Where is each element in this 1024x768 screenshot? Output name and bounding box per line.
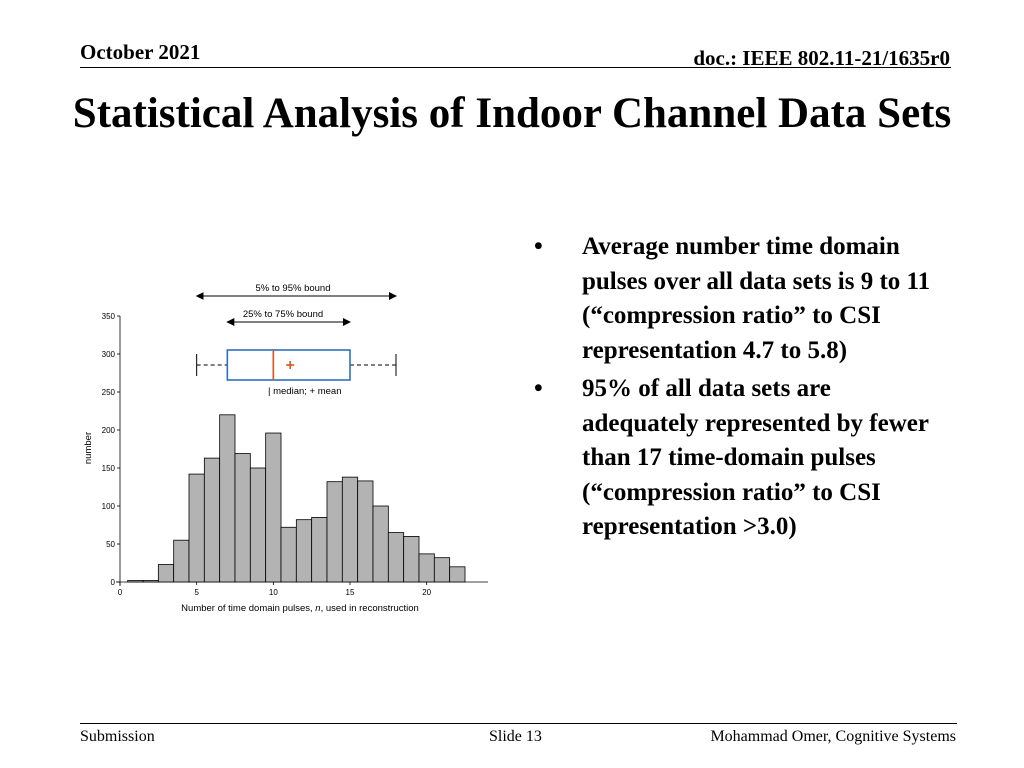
histogram-bar xyxy=(358,481,373,582)
x-tick-label: 10 xyxy=(268,588,278,597)
histogram-bar xyxy=(419,554,434,582)
y-axis-label: number xyxy=(83,431,94,465)
y-tick-label: 50 xyxy=(106,540,115,549)
boxplot-legend: | median; + mean xyxy=(268,386,342,397)
histogram-bar xyxy=(327,482,342,582)
bullet-item xyxy=(528,372,948,545)
bullet-list xyxy=(528,230,948,549)
histogram-bar xyxy=(128,580,143,582)
bound-25-75-label: 25% to 75% bound xyxy=(242,309,324,320)
header-date: October 2021 xyxy=(80,40,201,64)
y-tick-label: 150 xyxy=(101,464,115,473)
histogram-bar xyxy=(220,415,235,582)
x-tick-label: 15 xyxy=(345,588,355,597)
bullet-symbol: • xyxy=(534,375,543,402)
bullet-symbol: • xyxy=(534,233,543,260)
histogram-bar xyxy=(404,536,419,582)
histogram-bar xyxy=(281,527,296,582)
header-divider xyxy=(80,67,951,68)
y-tick-label: 100 xyxy=(101,502,115,511)
header-doc-id: doc.: IEEE 802.11-21/1635r0 xyxy=(693,46,950,70)
histogram-bar xyxy=(189,474,204,582)
x-tick-label: 20 xyxy=(422,588,432,597)
histogram-bar xyxy=(204,458,219,582)
y-tick-label: 250 xyxy=(101,388,115,397)
histogram-bar xyxy=(312,517,327,582)
footer-divider xyxy=(80,723,957,724)
bound-5-95-label: 5% to 95% bound xyxy=(255,283,331,294)
x-tick-label: 0 xyxy=(117,588,123,597)
histogram-bar xyxy=(450,567,465,582)
y-tick-label: 0 xyxy=(110,578,115,587)
histogram-bar xyxy=(174,540,189,582)
histogram-bar xyxy=(250,468,265,582)
bullet-item xyxy=(528,230,948,368)
bullet-text: 95% of all data sets are adequately represented by fewer than 17 time-domain pulses (“compression ratio” to CSI representation >3.0) xyxy=(582,375,929,540)
histogram-bar xyxy=(143,580,158,582)
histogram-bar xyxy=(296,520,311,582)
histogram-bar xyxy=(388,533,403,582)
histogram-chart xyxy=(80,278,500,623)
histogram-bar xyxy=(158,565,173,582)
bullet-text: Average number time domain pulses over all data sets is 9 to 11 (“compression ratio” to CSI representation 4.7 to 5.8) xyxy=(582,233,931,364)
histogram-bars xyxy=(128,415,465,582)
footer-submission: Submission xyxy=(80,728,155,745)
histogram-bar xyxy=(373,506,388,582)
footer-slide-number: Slide 13 xyxy=(489,728,542,745)
histogram-bar xyxy=(434,558,449,582)
y-tick-label: 350 xyxy=(101,312,115,321)
y-tick-label: 300 xyxy=(101,350,115,359)
histogram-bar xyxy=(266,433,281,582)
x-axis-label: Number of time domain pulses, n, used in reconstruction xyxy=(181,603,419,614)
slide-title: Statistical Analysis of Indoor Channel Data Sets xyxy=(72,90,952,137)
x-tick-label: 5 xyxy=(194,588,199,597)
histogram-bar xyxy=(342,477,357,582)
footer-author: Mohammad Omer, Cognitive Systems xyxy=(710,728,956,745)
histogram-bar xyxy=(235,454,250,582)
y-tick-label: 200 xyxy=(101,426,115,435)
